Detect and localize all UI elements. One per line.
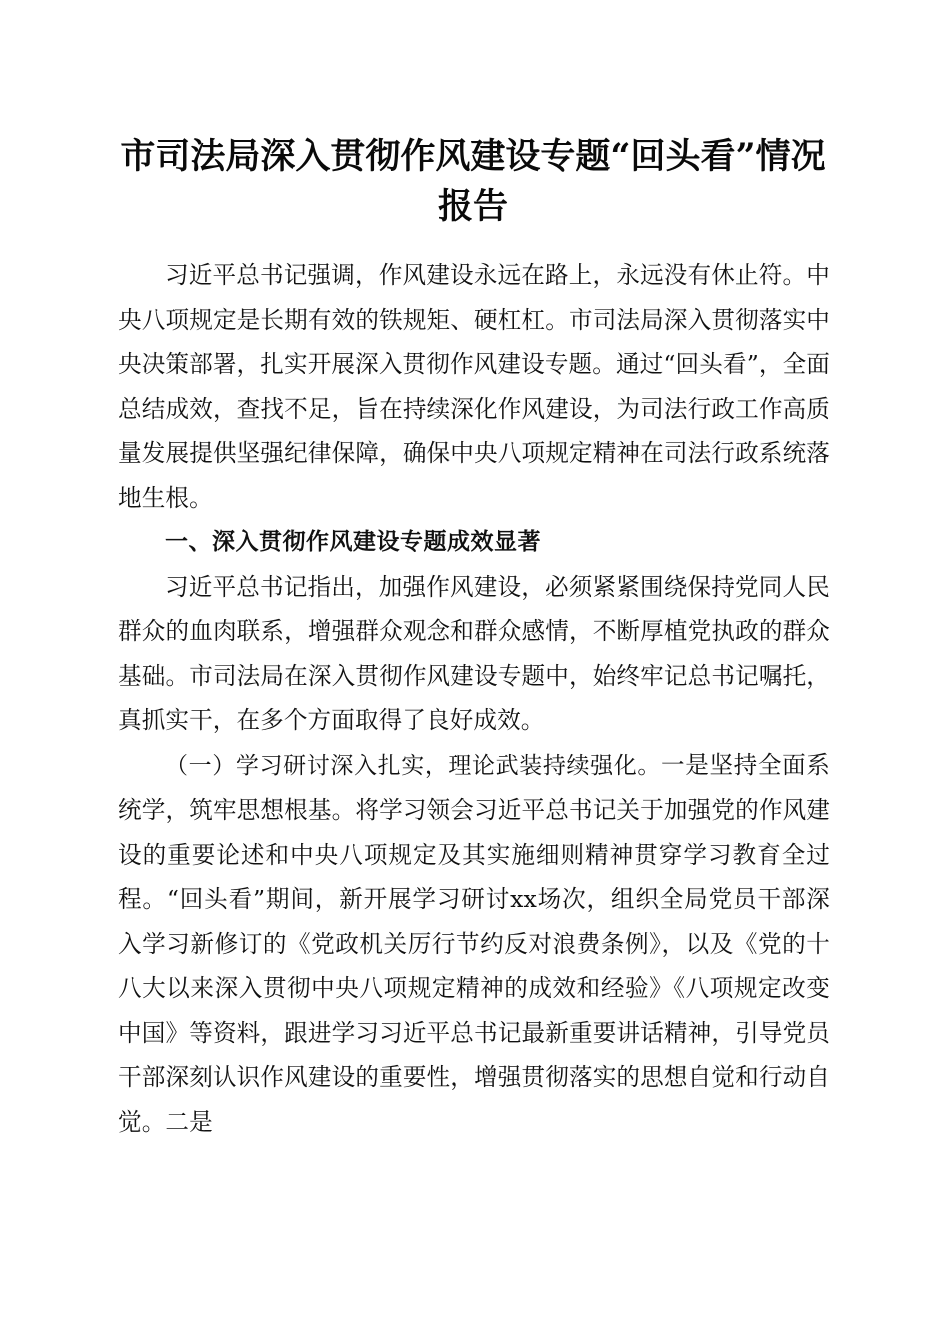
document-title: 市司法局深入贯彻作风建设专题“回头看”情况报告	[120, 136, 826, 227]
section-1-intro-paragraph: 习近平总书记指出，加强作风建设，必须紧紧围绕保持党同人民群众的血肉联系，增强群众观念和群众感情，不断厚植党执政的群众基础。市司法局在深入贯彻作风建设专题中，始终牢记总书记嘱托，真抓实干，在多个方面取得了良好成效。	[118, 572, 830, 734]
document-body	[118, 253, 830, 1144]
subsection-1-lead: （一）学习研讨深入扎实，理论武装持续强化。	[165, 752, 662, 779]
section-heading-1: 一、深入贯彻作风建设专题成效显著	[165, 529, 541, 555]
intro-paragraph: 习近平总书记强调，作风建设永远在路上，永远没有休止符。中央八项规定是长期有效的铁规矩、硬杠杠。市司法局深入贯彻落实中央决策部署，扎实开展深入贯彻作风建设专题。通过“回头看”，全面总结成效，查找不足，旨在持续深化作风建设，为司法行政工作高质量发展提供坚强纪律保障，确保中央八项规定精神在司法行政系统落地生根。	[118, 261, 830, 512]
subsection-1-body: 一是坚持全面系统学，筑牢思想根基。将学习领会习近平总书记关于加强党的作风建设的重要论述和中央八项规定及其实施细则精神贯穿学习教育全过程。“回头看”期间，新开展学习研讨xx场次，组织全局党员干部深入学习新修订的《党政机关厉行节约反对浪费条例》，以及《党的十八大以来深入贯彻中央八项规定精神的成效和经验》《八项规定改变中国》等资料，跟进学习习近平总书记最新重要讲话精神，引导党员干部深刻认识作风建设的重要性，增强贯彻落实的思想自觉和行动自觉。二是	[118, 750, 830, 1136]
subsection-1-paragraph	[118, 743, 830, 1145]
